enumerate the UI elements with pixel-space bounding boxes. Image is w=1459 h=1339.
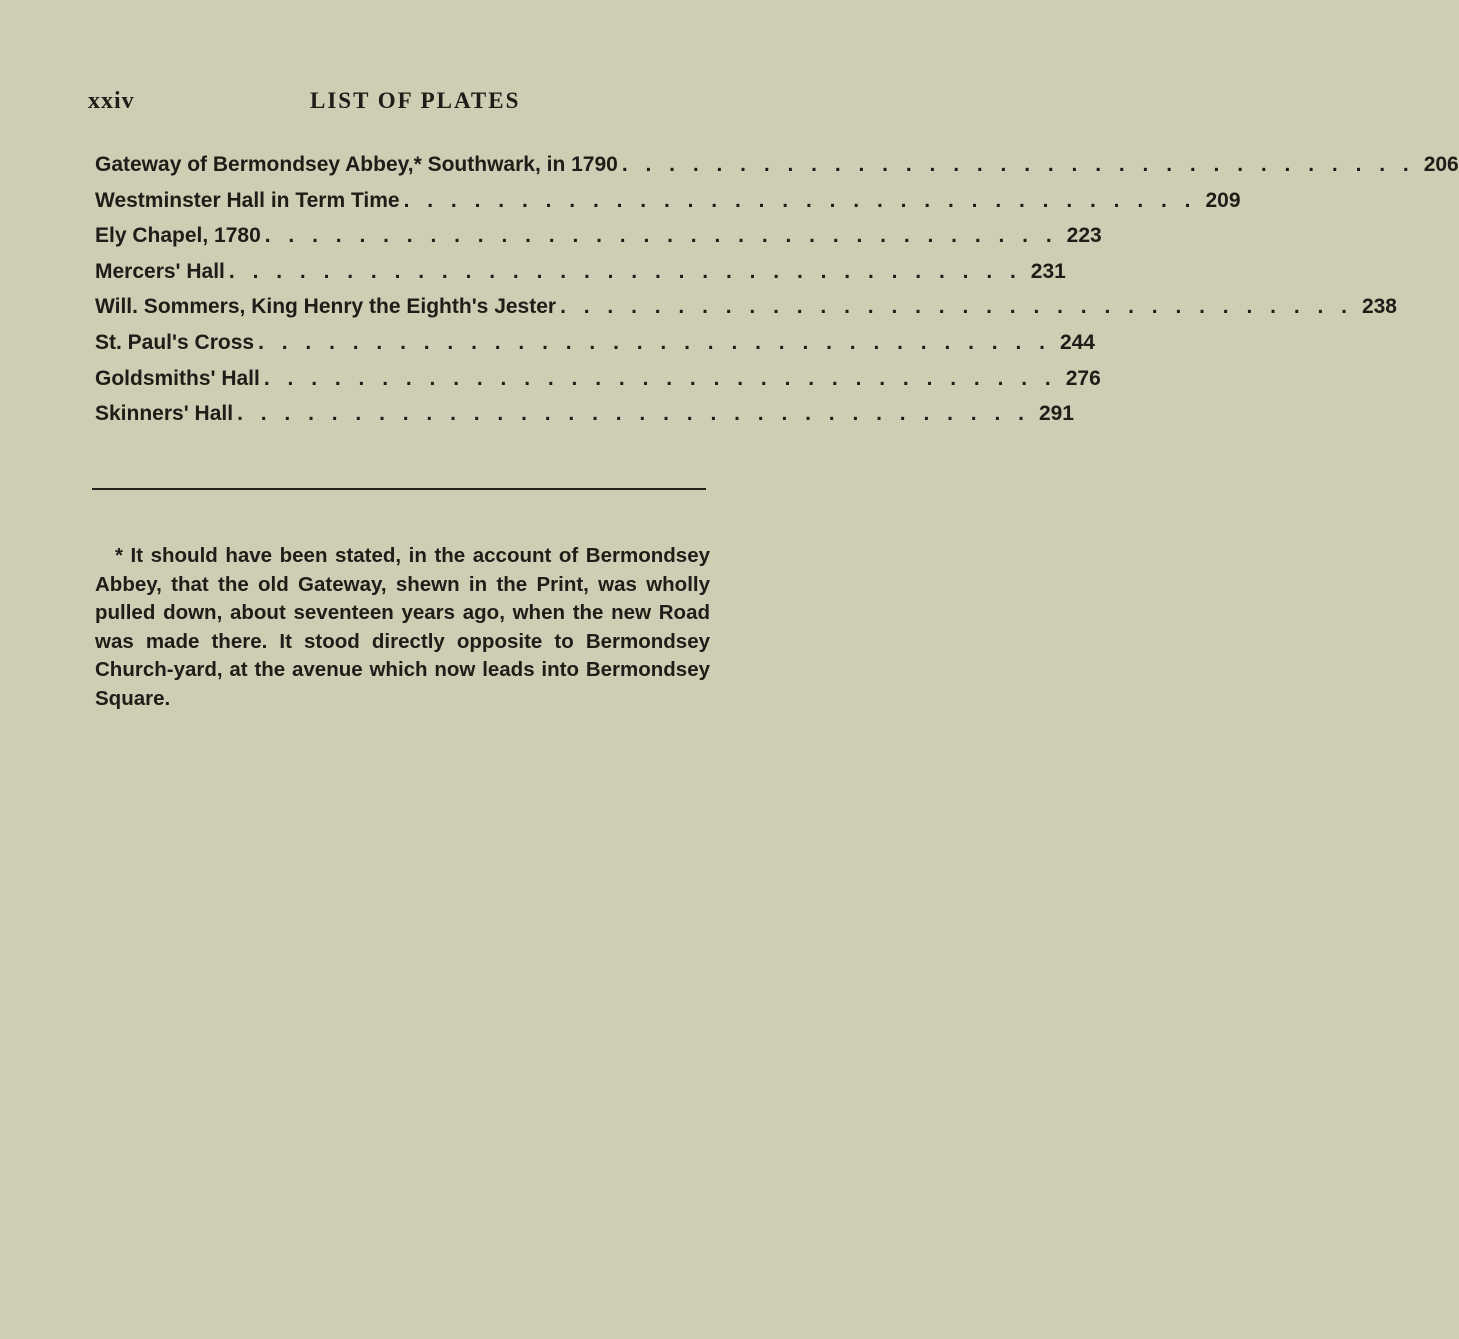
plate-title: Gateway of Bermondsey Abbey,* Southwark, in 1790 <box>95 153 618 176</box>
list-item <box>95 153 1459 189</box>
plate-page: 276 <box>1065 366 1101 390</box>
plate-title: Goldsmiths' Hall <box>95 366 260 390</box>
list-item <box>95 295 1397 331</box>
dot-leader: . . . . . . . . . . . . . . . . . . . . . . . . . . . . . . . . . . <box>263 366 1057 390</box>
dot-leader: . . . . . . . . . . . . . . . . . . . . . . . . . . . . . . . . . . <box>228 259 1022 283</box>
plate-title: Skinners' Hall <box>95 402 234 426</box>
list-item <box>95 402 1074 438</box>
footnote <box>95 542 710 714</box>
plate-title: Ely Chapel, 1780 <box>95 224 261 248</box>
list-item <box>95 330 1095 367</box>
plate-page: 223 <box>1066 224 1102 248</box>
plate-page: 291 <box>1038 402 1074 426</box>
dot-leader: . . . . . . . . . . . . . . . . . . . . . . . . . . . . . . . . . . <box>264 224 1058 248</box>
plate-page: 231 <box>1030 259 1066 283</box>
list-item <box>95 366 1101 403</box>
plate-title: Westminster Hall in Term Time <box>95 188 400 212</box>
footnote-text: * It should have been stated, in the account of Bermondsey Abbey, that the old Gateway, shewn in the Print, was wholly pulled down, about seventeen years ago, when the new Road was made there. It stood directly opposite to Bermondsey Church-yard, at the avenue which now leads into Bermondsey Square. <box>95 544 710 710</box>
dot-leader: . . . . . . . . . . . . . . . . . . . . . . . . . . . . . . . . . . <box>560 295 1353 319</box>
divider-rule <box>92 488 706 490</box>
running-title: LIST OF PLATES <box>310 88 521 113</box>
list-item <box>95 259 1066 296</box>
list-item <box>95 188 1241 225</box>
plate-page: 238 <box>1361 295 1397 319</box>
page-number: xxiv <box>88 88 135 114</box>
page-header <box>88 88 708 124</box>
plate-title: Mercers' Hall <box>95 259 225 283</box>
plate-title: Will. Sommers, King Henry the Eighth's Jester <box>95 295 557 319</box>
plate-page: 206 <box>1423 153 1459 176</box>
dot-leader: . . . . . . . . . . . . . . . . . . . . . . . . . . . . . . . . . . <box>258 330 1051 354</box>
plate-page: 209 <box>1205 188 1241 212</box>
list-item <box>95 224 1102 260</box>
dot-leader: . . . . . . . . . . . . . . . . . . . . . . . . . . . . . . . . . . <box>237 402 1030 426</box>
dot-leader: . . . . . . . . . . . . . . . . . . . . . . . . . . . . . . . . . . <box>403 188 1197 212</box>
list-of-plates <box>95 153 1459 438</box>
dot-leader: . . . . . . . . . . . . . . . . . . . . . . . . . . . . . . . . . . <box>621 153 1415 176</box>
plate-page: 244 <box>1059 330 1095 354</box>
plate-title: St. Paul's Cross <box>95 330 255 354</box>
